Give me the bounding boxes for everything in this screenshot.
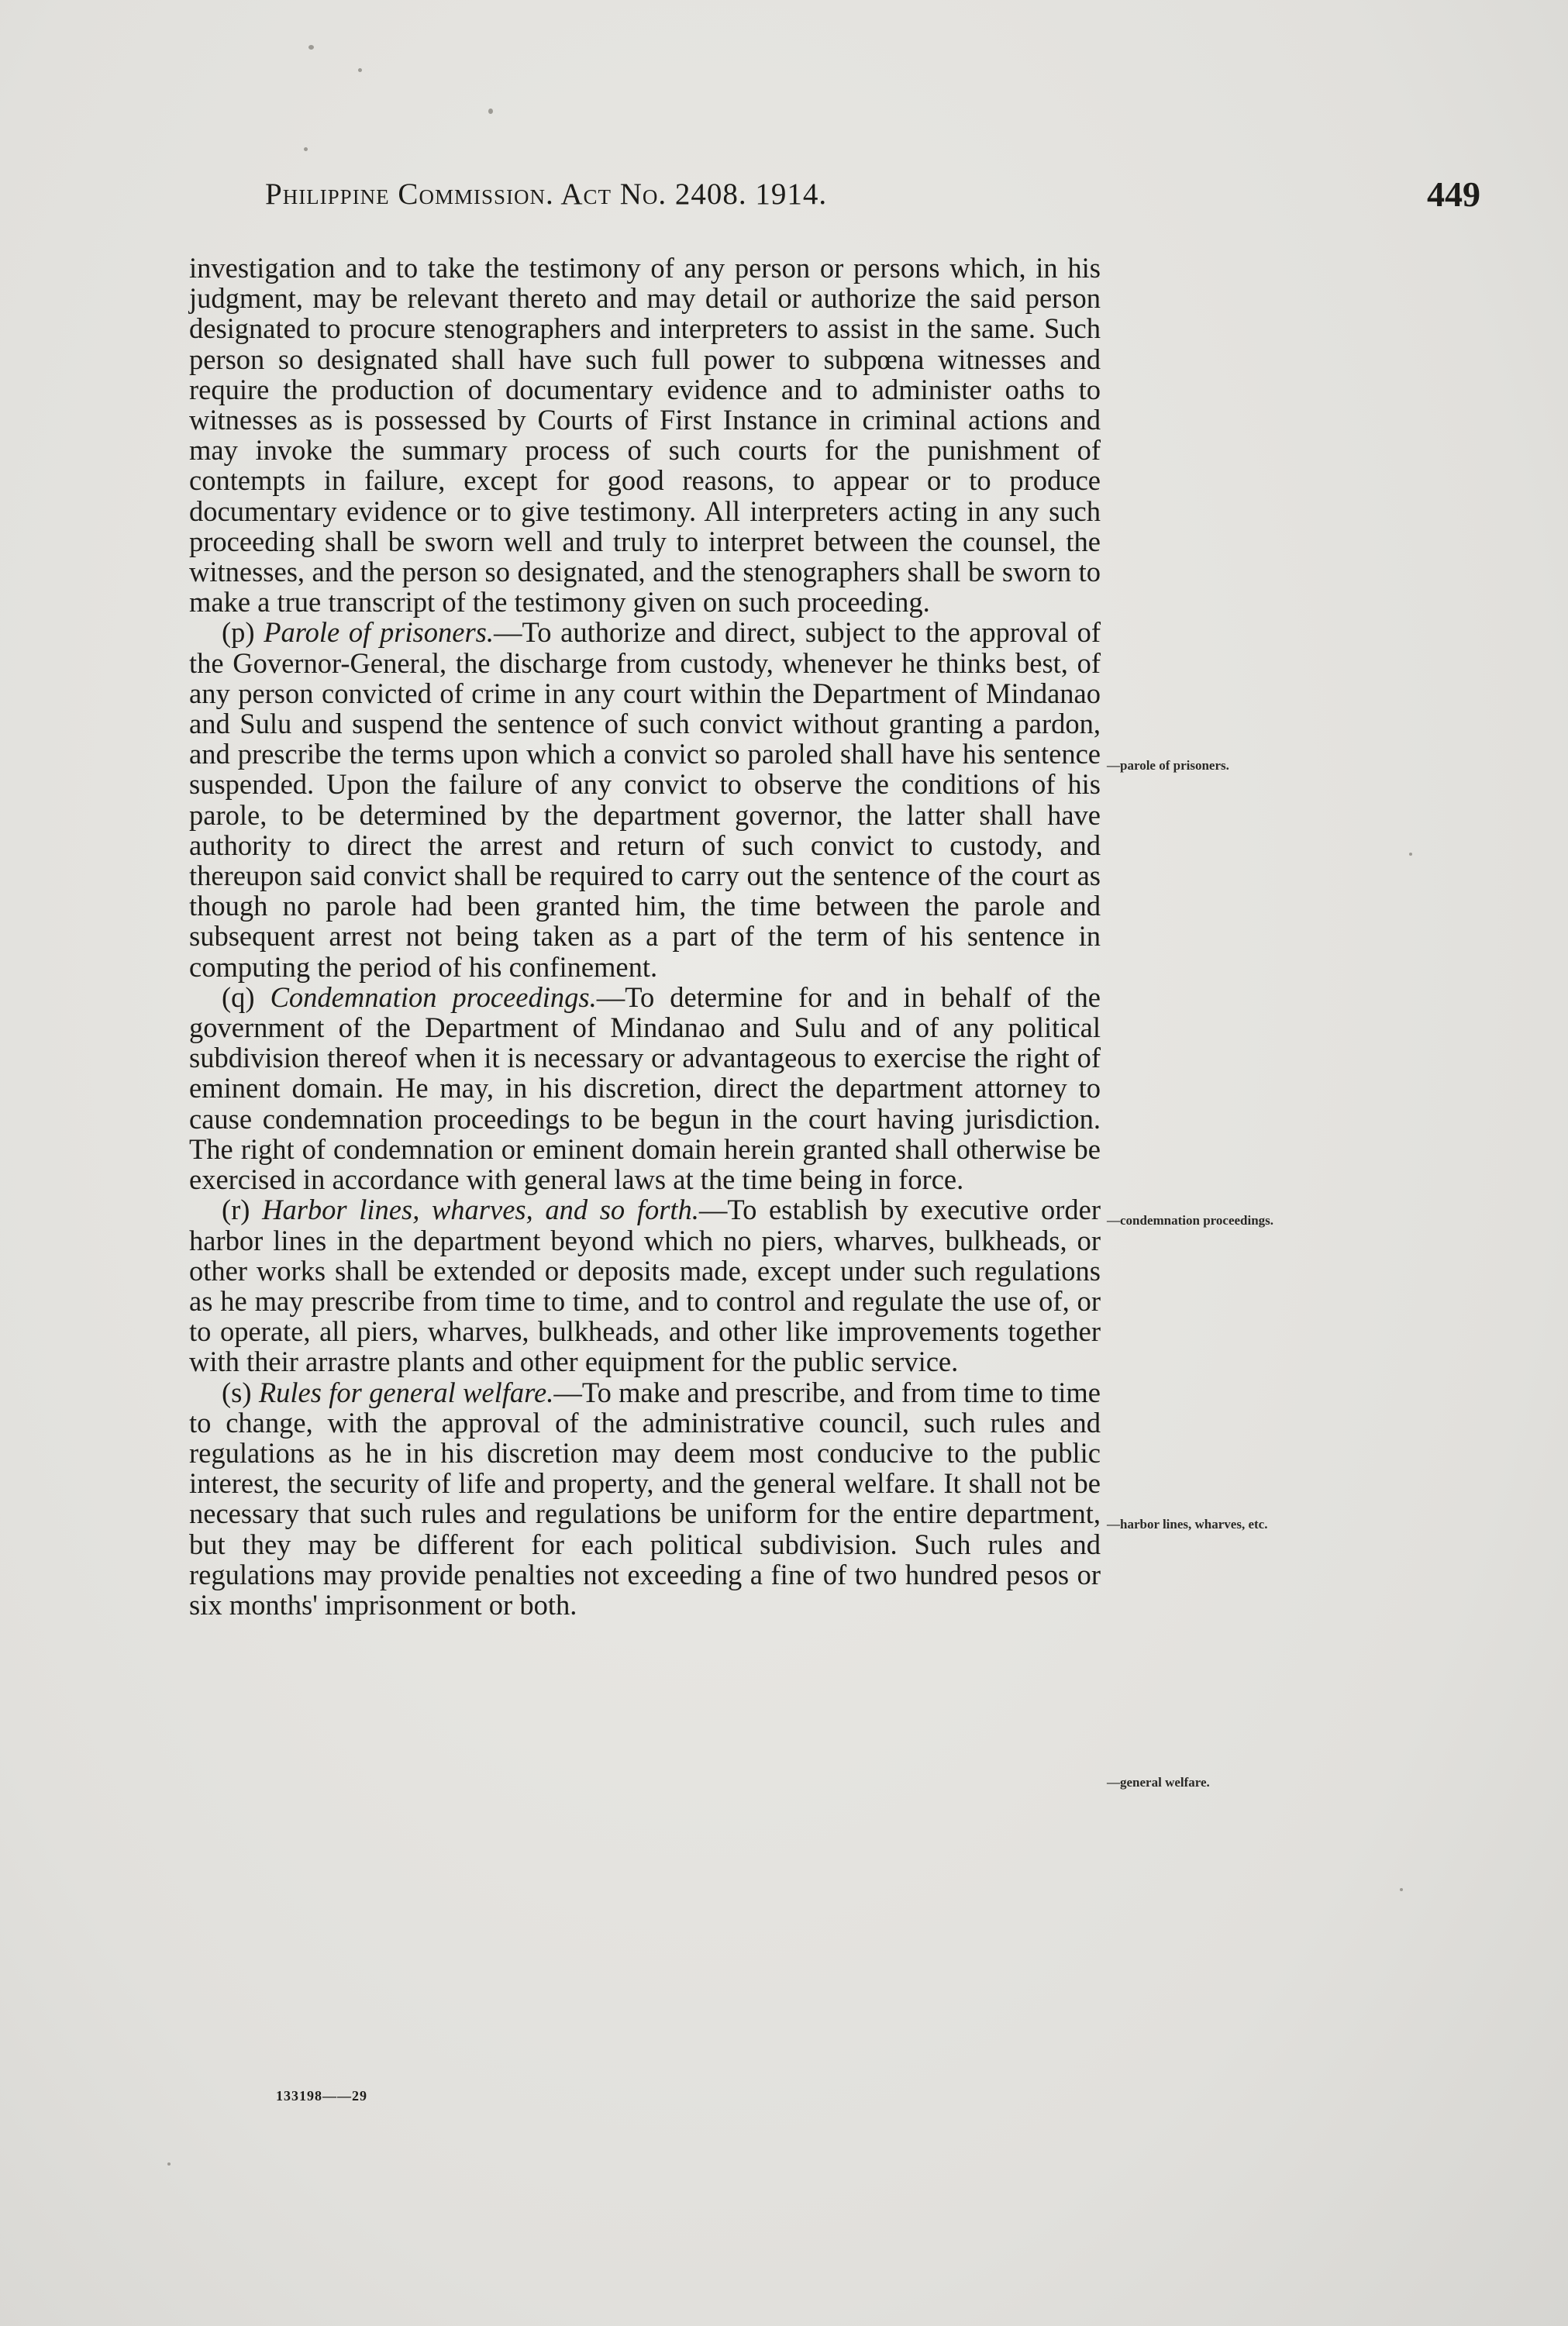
scan-speck bbox=[167, 2162, 171, 2166]
item-label: (p) bbox=[222, 616, 255, 649]
margin-note-parole: —parole of prisoners. bbox=[1107, 758, 1229, 773]
margin-note-welfare: —general welfare. bbox=[1107, 1775, 1210, 1790]
scan-speck bbox=[1409, 853, 1412, 856]
item-heading: Condemnation proceedings. bbox=[270, 980, 597, 1013]
item-text: —To authorize and direct, subject to the approval of the Governor-General, the discharge from custody, whenever he thinks best, of any person convicted of crime in any court within the Department of Mindanao and Sulu and suspend the sentence of such convict without granting a pardon, and prescribe the terms upon which a convict so paroled shall have his sentence suspended. Upon the failure of any convict to observe the conditions of his parole, to be determined by the department governor, the latter shall have authority to direct the arrest and return of such convict to custody, and thereupon said convict shall be required to carry out the sentence of the court as though no parole had been granted him, the time between the parole and subsequent arrest not being taken as a part of the term of his sentence in computing the period of his confinement. bbox=[189, 616, 1101, 983]
scan-speck bbox=[358, 68, 362, 72]
item-label: (s) bbox=[222, 1376, 252, 1408]
scan-speck bbox=[1400, 1888, 1403, 1891]
scan-speck bbox=[488, 109, 493, 114]
item-label: (q) bbox=[222, 980, 255, 1013]
item-text: —To make and prescribe, and from time to time to change, with the approval of the administrative council, such rules and regulations as he in his discretion may deem most conducive to the public interest, the security of life and property, and the general welfare. It shall not be necessary that such rules and regulations be uniform for the entire department, but they may be different for each political subdivision. Such rules and regulations may provide penalties not exceeding a fine of two hundred pesos or six months' imprisonment or both. bbox=[189, 1376, 1101, 1621]
body-text bbox=[189, 253, 1101, 1620]
scan-speck bbox=[304, 147, 308, 151]
margin-note-harbor: —harbor lines, wharves, etc. bbox=[1107, 1517, 1268, 1532]
scan-speck bbox=[308, 45, 314, 50]
item-heading: Rules for general welfare. bbox=[258, 1376, 554, 1408]
running-head: Philippine Commission. Act No. 2408. 1914. bbox=[265, 177, 828, 211]
item-heading: Harbor lines, wharves, and so forth. bbox=[262, 1194, 699, 1226]
paragraph-q bbox=[189, 982, 1101, 1194]
item-text: —To establish by executive order harbor lines in the department beyond which no piers, wharves, bulkheads, or other works shall be extended or deposits made, except under such regulations as he may prescribe from time to time, and to control and regulate the use of, or to operate, all piers, wharves, bulkheads, and other like improvements together with their arrastre plants and other equipment for the public service. bbox=[189, 1194, 1101, 1378]
paragraph-intro: investigation and to take the testimony of any person or persons which, in his judgment, may be relevant thereto and may detail or authorize the said person designated to procure stenographers and interpreters to assist in the same. Such person so designated shall have such full power to subpœna witnesses and require the production of documentary evidence and to administer oaths to witnesses as is possessed by Courts of First Instance in criminal actions and may invoke the summary process of such courts for the punishment of contempts in failure, except for good reasons, to appear or to produce documentary evidence or to give testimony. All interpreters acting in any such proceeding shall be sworn well and truly to interpret between the counsel, the witnesses, and the person so designated, and the stenographers shall be sworn to make a true transcript of the testimony given on such proceeding. bbox=[189, 252, 1101, 619]
paragraph-p bbox=[189, 617, 1101, 981]
printer-signature: 133198——29 bbox=[276, 2088, 367, 2104]
page-number: 449 bbox=[1427, 174, 1480, 214]
paragraph-s bbox=[189, 1377, 1101, 1621]
margin-note-condemnation: —condemnation proceedings. bbox=[1107, 1213, 1274, 1228]
item-heading: Parole of prisoners. bbox=[264, 616, 494, 649]
paragraph-r bbox=[189, 1194, 1101, 1377]
item-text: —To determine for and in behalf of the government of the Department of Mindanao and Sulu and of any political subdivision thereof when it is necessary or advantageous to exercise the right of eminent domain. He may, in his discretion, direct the department attorney to cause condemnation proceedings to be begun in the court having jurisdiction. The right of condemnation or eminent domain herein granted shall otherwise be exercised in accordance with general laws at the time being in force. bbox=[189, 980, 1101, 1196]
page-header bbox=[265, 174, 1480, 223]
item-label: (r) bbox=[222, 1194, 250, 1226]
